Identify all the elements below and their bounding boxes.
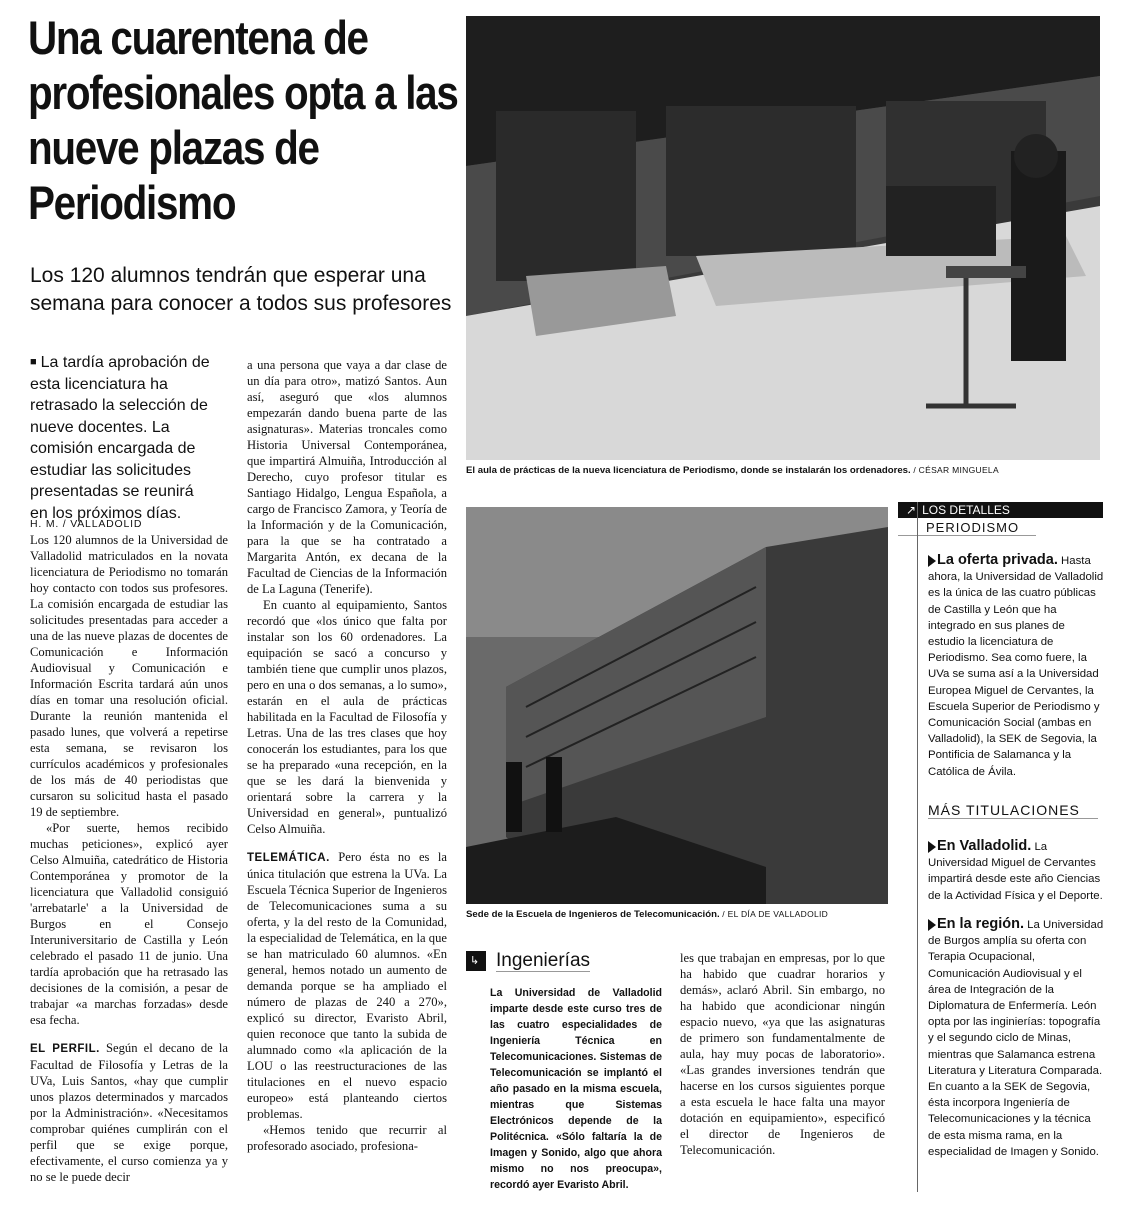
triangle-icon (928, 841, 936, 853)
sidebar-item-title: En Valladolid. (937, 838, 1032, 854)
ingenierias-header (466, 950, 666, 974)
sidebar-item (928, 916, 1104, 1160)
sidebar-label: LOS DETALLES (922, 503, 1010, 517)
section-kicker: EL PERFIL. (30, 1043, 100, 1055)
photo-credit: / CÉSAR MINGUELA (913, 465, 999, 475)
paragraph (247, 849, 447, 1122)
paragraph: Los 120 alumnos de la Universidad de Valladolid matriculados en la novata licenciatura de Periodismo no tomarán hoy contacto con todos sus profesores. La comisión encargada de estudiar las solicitudes presentadas para acceder a una de las nueve plazas de docentes de Comunicación e Información Audiovisual y Comunicación e Información Escrita tardará aún unos días en tomar una resolución oficial. Durante la reunión mantenida el pasado lunes, que volverá a repetirse esta semana, se revisaron los currículos académicos y profesionales de los más de 40 periodistas que cursaron su solicitud hasta el pasado 19 de septiembre. (30, 533, 228, 819)
paragraph (30, 1040, 228, 1185)
section-marker-icon: ↳ (466, 951, 486, 971)
paragraph: «Hemos tenido que recurrir al profesorado asociado, profesiona- (247, 1123, 447, 1153)
photo-caption (466, 464, 1106, 477)
lead-text: La tardía aprobación de esta licenciatura ha retrasado la selección de nueve docentes. La comisión encargada de estudiar las solicitudes presentadas se reunirá en los próximos días. (30, 354, 210, 522)
building-photo (466, 507, 888, 904)
bullet-icon: ■ (30, 356, 37, 369)
paragraph-text: Según el decano de la Facultad de Filosofía y Letras de la UVa, Luis Santos, «hay que cumplir unos plazos determinados y marcados por la Administración». «Necesitamos comprobar quiénes cumplirán con el perfil que se exige porque, efectivamente, el curso comienza ya y no se le puede decir (30, 1041, 228, 1184)
classroom-photo (466, 16, 1100, 460)
sidebar-section-title: MÁS TITULACIONES (928, 802, 1098, 819)
sidebar-details (917, 502, 1104, 1192)
caption-text: El aula de prácticas de la nueva licenciatura de Periodismo, donde se instalarán los ordenadores. (466, 465, 911, 476)
article-column-1 (30, 516, 228, 1185)
ingenierias-title: Ingenierías (496, 950, 591, 971)
caption-text: Sede de la Escuela de Ingenieros de Telecomunicación. (466, 909, 720, 920)
headline: Una cuarentena de profesionales opta a las nueve plazas de Periodismo (28, 11, 458, 229)
building-image (466, 507, 888, 904)
byline: H. M. / VALLADOLID (30, 518, 143, 530)
lead-paragraph (30, 352, 215, 524)
sidebar-section-title: PERIODISMO (898, 520, 1036, 536)
trend-icon: ↗ (906, 503, 917, 517)
sidebar-item-title: En la región. (937, 916, 1025, 932)
article-column-2 (247, 357, 447, 1154)
photo-caption (466, 908, 896, 921)
paragraph-text: Pero ésta no es la única titulación que estrena la UVa. La Escuela Técnica Superior de Ingenieros de Telecomunicaciones suma a su oferta, y la del resto de la Comunidad, la especialidad de Telemática, en la que se han matriculado 60 alumnos. «En general, hemos notado un aumento de demanda porque se ha ampliado el número de plazas de 240 a 270», explicó su director, Evaristo Abril, quien reconoce que tanto la subida de alumnado como «la aplicación de la LOU o las reestructuraciones de las titulaciones en el nuevo espacio europeo» está planteando ciertos problemas. (247, 850, 447, 1121)
paragraph: «Por suerte, hemos recibido muchas peticiones», explicó ayer Celso Almuiña, catedrático de Historia Contemporánea y promotor de la licenciatura que Valladolid consiguió 'arrebatarle' a la Universidad de Burgos en el Consejo Interuniversitario de Castilla y León celebrado el pasado 11 de junio. Una tardía aprobación que ha retrasado las decisiones de la comisión, a pesar de trabajar «a marchas forzadas» desde esa fecha. (30, 821, 228, 1027)
paragraph: En cuanto al equipamiento, Santos recordó que «los único que falta por instalar son los 60 ordenadores. La equipación se sacó a concurso y también tiene que cumplir unos plazos, pero en una o dos semanas, a lo sumo», estarán en el aula de prácticas habilitada en la Facultad de Filosofía y Letras. Una de las tres clases que hoy conocerán los estudiantes, para los que se ha preparado «una recepción, en la que se les dará la bienvenida y orientará sobre la carrera y la Universidad en general», puntualizó Celso Almuiña. (247, 598, 447, 836)
triangle-icon (928, 919, 936, 931)
article-column-4: les que trabajan en empresas, por lo que ha habido que cuadrar horarios y demás», aclaró Abril. Sin embargo, no ha habido que acondicionar ningún espacio nuevo, «ya que las asignaturas de primero son fundamentalmente de aula, hay muy pocas de laboratorio». «Las grandes inversiones tendrán que hacerse en los cursos siguientes porque a esta escuela le hace falta una mayor dotación en equipamiento», especificó el director de Ingenieros de Telecomunicación. (680, 951, 885, 1157)
photo-credit: / EL DÍA DE VALLADOLID (722, 909, 829, 919)
paragraph: a una persona que vaya a dar clase de un día para otro», matizó Santos. Aun así, aseguró que «los alumnos empezarán dando buena parte de las asignaturas». Materias troncales como Historia Universal Contemporánea, que impartirá Almuiña, Introducción al Derecho, cuyo profesor titular es Santiago Hidalgo, Lengua Española, a cargo de Francisco Zamora, y Teoría de la Información y de la Comunicación, para la que se ha contratado a Margarita Antón, ex decana de la Facultad de Ciencias de la Información de La Laguna (Tenerife). (247, 358, 447, 596)
sidebar-item (928, 552, 1104, 780)
sidebar-item-text: La Universidad de Burgos amplía su oferta con Terapia Ocupacional, Comunicación Audiovisual y el área de Integración de la Diplomatura de Enfermería. León opta por las inginierías: topografía y el segundo ciclo de Minas, mientras que Salamanca estrena Literatura y Literatura Comparada. En cuanto a la SEK de Segovia, ésta incorpora Ingeniería de Telecomunicaciones y la técnica de esta misma rama, en la especialidad de Imagen y Sonido. (928, 919, 1104, 1158)
sidebar-item (928, 838, 1104, 904)
sidebar-item-text: La Universidad Miguel de Cervantes impartirá desde este año Ciencias de la Actividad Física y el Deporte. (928, 841, 1103, 902)
subheadline: Los 120 alumnos tendrán que esperar una semana para conocer a todos sus profesores (30, 264, 452, 315)
sidebar-item-text: Hasta ahora, la Universidad de Valladolid es la única de las cuatro públicas de Castilla y León que ha integrado en sus planes de estudio la licenciatura de Periodismo. Sea como fuere, la UVa se suma así a la Universidad Europea Miguel de Cervantes, la Escuela Superior de Periodismo y Comunicación Social (ambas en Valladolid), la SEK de Segovia, la Pontificia de Salamanca y la Católica de Ávila. (928, 555, 1104, 778)
triangle-icon (928, 555, 936, 567)
sidebar-item-title: La oferta privada. (937, 552, 1058, 568)
ingenierias-body: La Universidad de Valladolid imparte desde este curso tres de las cuatro especialidades de Ingeniería Técnica en Telecomunicaciones. Sistemas de Telecomunicación se implantó el año pasado en la misma escuela, mientras que Sistemas Electrónicos depende de la Politécnica. «Sólo faltaría la de Imagen y Sonido, algo que ahora mismo no nos preocupa», recordó ayer Evaristo Abril. (490, 987, 662, 1191)
section-kicker: TELEMÁTICA. (247, 852, 330, 864)
classroom-image (466, 16, 1100, 460)
